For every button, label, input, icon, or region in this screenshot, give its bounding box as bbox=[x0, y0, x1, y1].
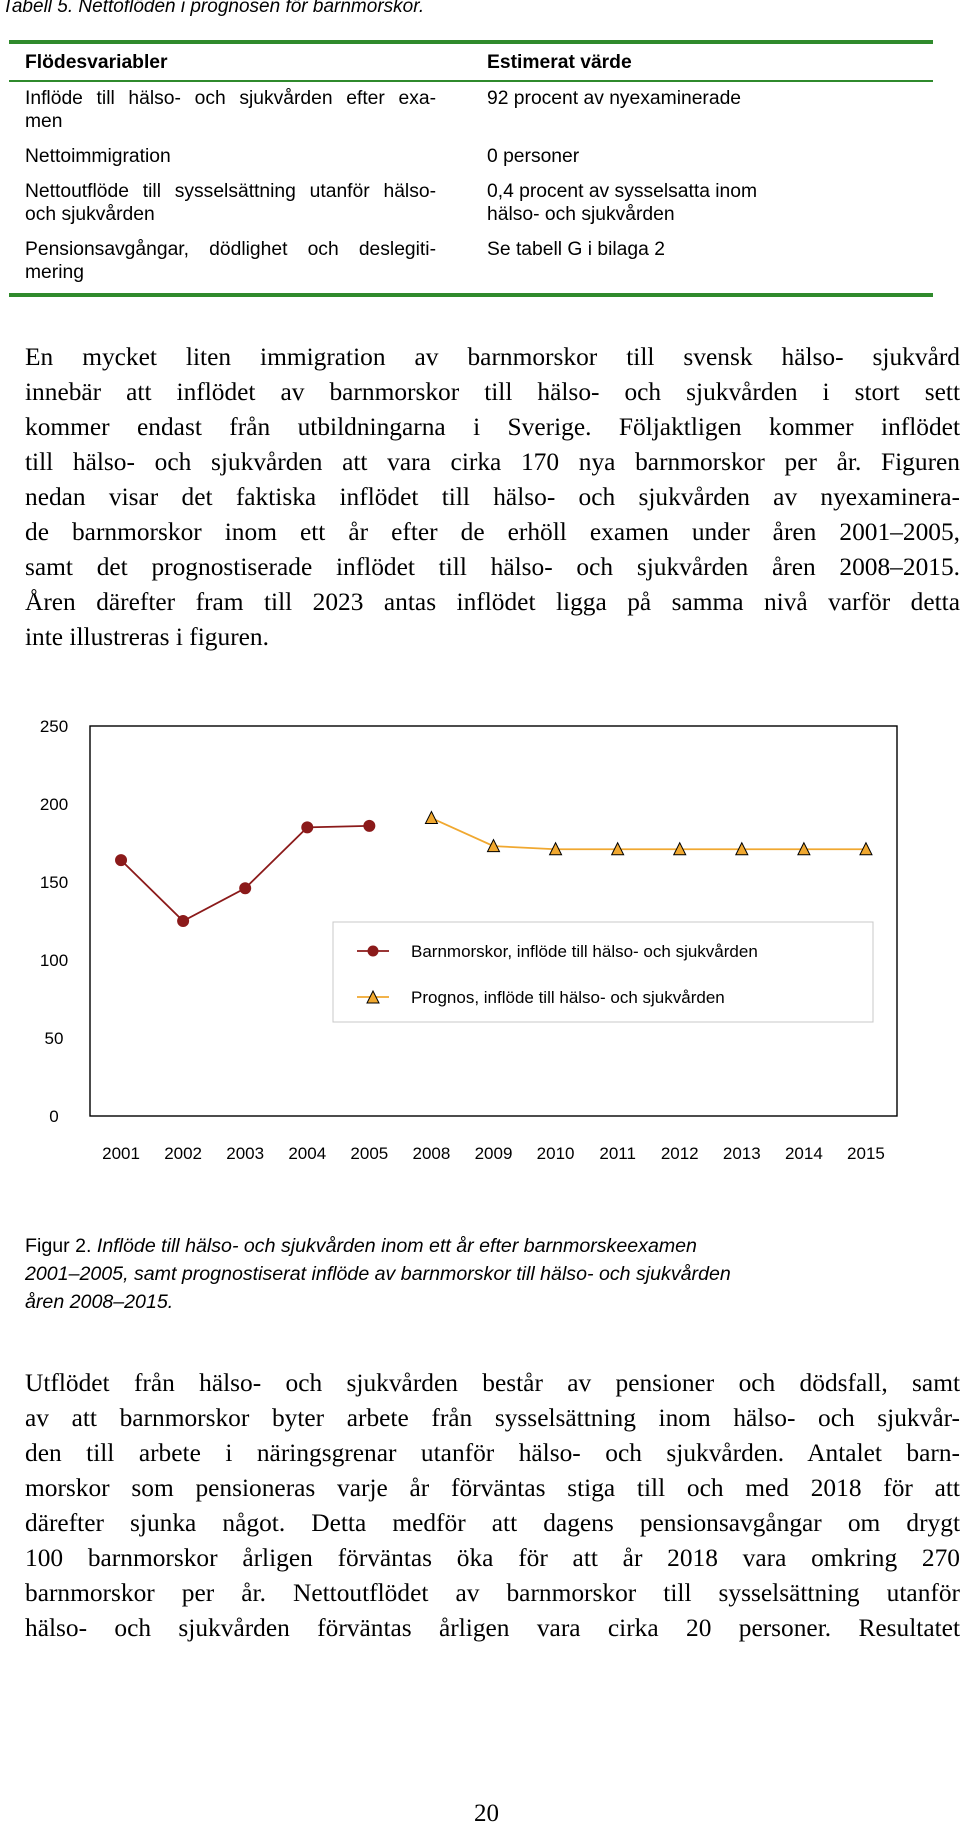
legend-label: Barnmorskor, inflöde till hälso- och sjukvården bbox=[411, 942, 758, 961]
table-cell-variable bbox=[9, 87, 454, 133]
table-cell-value bbox=[454, 87, 933, 133]
table-bottom-rule bbox=[9, 293, 933, 297]
x-tick-label: 2004 bbox=[288, 1144, 327, 1163]
table-cell-line: Nettoutflöde till sysselsättning utanför hälso- bbox=[25, 181, 436, 202]
table-cell-variable bbox=[9, 180, 454, 226]
inflow-chart bbox=[0, 706, 960, 1181]
series-line-0 bbox=[121, 826, 369, 921]
table-row bbox=[9, 180, 933, 226]
paragraph-line: hälso- och sjukvården förväntas årligen vara cirka 20 personer. Resultatet bbox=[25, 1614, 960, 1642]
table-cell-line: Inflöde till hälso- och sjukvården efter exa- bbox=[25, 88, 436, 109]
paragraph-line: morskor som pensioneras varje år förväntas stiga till och med 2018 för att bbox=[25, 1474, 960, 1502]
x-tick-label: 2013 bbox=[722, 1144, 761, 1163]
table-cell-line: men bbox=[25, 111, 63, 132]
table-caption: Tabell 5. Nettoflöden i prognosen för barnmorskor. bbox=[2, 0, 425, 17]
y-tick-label: 0 bbox=[49, 1107, 59, 1126]
x-tick-label: 2009 bbox=[474, 1144, 513, 1163]
data-point-barnmorskor bbox=[364, 820, 375, 831]
figure-caption-text: 2001–2005, samt prognostiserat inflöde av barnmorskor till hälso- och sjukvården bbox=[25, 1263, 731, 1285]
paragraph-line: de barnmorskor inom ett år efter de erhöll examen under åren 2001–2005, bbox=[25, 518, 960, 546]
paragraph-line: barnmorskor per år. Nettoutflödet av barnmorskor till sysselsättning utanför bbox=[25, 1579, 960, 1607]
page-number: 20 bbox=[474, 1800, 499, 1827]
table-row bbox=[9, 238, 933, 284]
x-tick-label: 2003 bbox=[226, 1144, 265, 1163]
paragraph-line: inte illustreras i figuren. bbox=[25, 623, 269, 651]
paragraph-line: därefter sjunka något. Detta medför att dagens pensionsavgångar om drygt bbox=[25, 1509, 960, 1537]
x-tick-label: 2015 bbox=[847, 1144, 885, 1163]
table-cell-line: 0 personer bbox=[487, 146, 580, 167]
chart-svg bbox=[0, 706, 960, 1176]
plot-area bbox=[90, 726, 897, 1116]
table-row bbox=[9, 87, 933, 133]
table-cell-value bbox=[454, 145, 933, 168]
series-line-1 bbox=[431, 818, 866, 849]
x-tick-label: 2008 bbox=[412, 1144, 451, 1163]
paragraph-line: Åren därefter fram till 2023 antas inflödet ligga på samma nivå varför detta bbox=[25, 588, 960, 616]
table-body bbox=[9, 82, 933, 293]
table-row bbox=[9, 145, 933, 168]
flow-table bbox=[9, 40, 933, 297]
table-cell-value bbox=[454, 180, 933, 226]
legend-marker-circle bbox=[368, 946, 379, 957]
y-tick-label: 50 bbox=[44, 1029, 64, 1048]
data-point-barnmorskor bbox=[240, 883, 251, 894]
table-cell-line: Se tabell G i bilaga 2 bbox=[487, 239, 665, 260]
paragraph-line: innebär att inflödet av barnmorskor till hälso- och sjukvården i stort sett bbox=[25, 378, 960, 406]
figure-caption-text: åren 2008–2015. bbox=[25, 1291, 174, 1313]
table-cell-line: 92 procent av nyexaminerade bbox=[487, 88, 742, 109]
table-cell-line: Pensionsavgångar, dödlighet och deslegiti- bbox=[25, 239, 436, 260]
table-cell-line: Nettoimmigration bbox=[25, 146, 171, 167]
data-point-barnmorskor bbox=[302, 822, 313, 833]
table-cell-variable bbox=[9, 145, 454, 168]
figure-caption-line bbox=[25, 1232, 955, 1260]
data-point-barnmorskor bbox=[116, 855, 127, 866]
x-tick-label: 2010 bbox=[536, 1144, 575, 1163]
y-tick-label: 250 bbox=[39, 717, 69, 736]
paragraph-line: av att barnmorskor byter arbete från sysselsättning inom hälso- och sjukvår- bbox=[25, 1404, 960, 1432]
x-tick-label: 2002 bbox=[164, 1144, 203, 1163]
body-paragraph-1 bbox=[25, 340, 960, 655]
x-tick-label: 2014 bbox=[784, 1144, 823, 1163]
paragraph-line: En mycket liten immigration av barnmorskor till svensk hälso- sjukvård bbox=[25, 343, 960, 371]
x-tick-label: 2001 bbox=[102, 1144, 140, 1163]
body-paragraph-2 bbox=[25, 1366, 960, 1646]
paragraph-line: kommer endast från utbildningarna i Sverige. Följaktligen kommer inflödet bbox=[25, 413, 960, 441]
figure-caption bbox=[25, 1232, 955, 1316]
figure-caption-text: Inflöde till hälso- och sjukvården inom ett år efter barnmorskeexamen bbox=[91, 1235, 697, 1257]
y-tick-label: 100 bbox=[39, 951, 69, 970]
table-cell-line: 0,4 procent av sysselsatta inom bbox=[487, 181, 758, 202]
legend-label: Prognos, inflöde till hälso- och sjukvården bbox=[411, 988, 725, 1007]
table-cell-line: och sjukvården bbox=[25, 204, 155, 225]
x-tick-label: 2011 bbox=[599, 1144, 636, 1163]
paragraph-line: nedan visar det faktiska inflödet till hälso- och sjukvården av nyexaminera- bbox=[25, 483, 960, 511]
data-point-barnmorskor bbox=[178, 916, 189, 927]
paragraph-line: den till arbete i näringsgrenar utanför hälso- och sjukvården. Antalet barn- bbox=[25, 1439, 960, 1467]
y-tick-label: 150 bbox=[39, 873, 69, 892]
paragraph-line: 100 barnmorskor årligen förväntas öka för att år 2018 vara omkring 270 bbox=[25, 1544, 960, 1572]
y-tick-label: 200 bbox=[39, 795, 69, 814]
paragraph-line: samt det prognostiserade inflödet till hälso- och sjukvården åren 2008–2015. bbox=[25, 553, 960, 581]
x-tick-label: 2012 bbox=[660, 1144, 699, 1163]
data-point-prognos bbox=[425, 812, 437, 824]
table-header-row bbox=[9, 44, 933, 80]
x-tick-label: 2005 bbox=[350, 1144, 389, 1163]
table-cell-variable bbox=[9, 238, 454, 284]
paragraph-line: till hälso- och sjukvården att vara cirka 170 nya barnmorskor per år. Figuren bbox=[25, 448, 960, 476]
figure-caption-line bbox=[25, 1288, 955, 1316]
table-cell-line: mering bbox=[25, 262, 84, 283]
header-flow-variables: Flödesvariabler bbox=[25, 51, 168, 73]
paragraph-line: Utflödet från hälso- och sjukvården består av pensioner och dödsfall, samt bbox=[25, 1369, 960, 1397]
table-cell-value bbox=[454, 238, 933, 284]
header-estimated-value: Estimerat värde bbox=[487, 51, 632, 73]
figure-label: Figur 2. bbox=[25, 1235, 92, 1257]
chart-legend bbox=[333, 922, 873, 1022]
figure-caption-line bbox=[25, 1260, 955, 1288]
table-cell-line: hälso- och sjukvården bbox=[487, 204, 675, 225]
